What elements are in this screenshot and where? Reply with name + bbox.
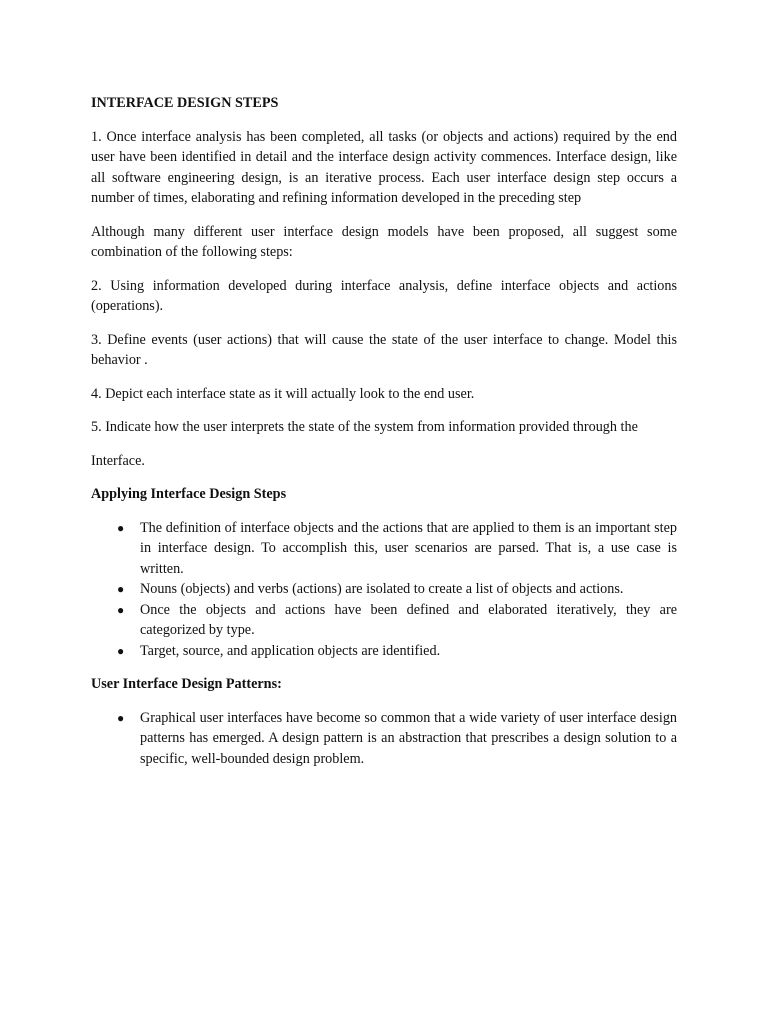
list-item-text: Once the objects and actions have been defined and elaborated iteratively, they are categorized by type. [140, 601, 677, 638]
paragraph-step-2: 2. Using information developed during interface analysis, define interface objects and actions (operations). [91, 277, 677, 314]
list-item-text: Nouns (objects) and verbs (actions) are isolated to create a list of objects and actions. [140, 581, 624, 597]
list-item-text: The definition of interface objects and the actions that are applied to them is an important step in interface design. To accomplish this, user scenarios are parsed. That is, a use case is written. [140, 519, 677, 577]
section-heading-applying-steps: Applying Interface Design Steps [91, 486, 287, 502]
document-title: INTERFACE DESIGN STEPS [91, 95, 279, 111]
paragraph-step-4: 4. Depict each interface state as it will actually look to the end user. [91, 385, 475, 402]
list-item [91, 518, 677, 580]
list-item [91, 641, 677, 662]
bullet-list-design-patterns [91, 708, 677, 770]
bullet-icon: ● [117, 602, 125, 617]
list-item [91, 708, 677, 770]
bullet-icon: ● [117, 710, 125, 725]
bullet-icon: ● [117, 643, 125, 658]
paragraph-intro: Although many different user interface design models have been proposed, all suggest some combination of the following steps: [91, 223, 677, 260]
bullet-icon: ● [117, 520, 125, 535]
bullet-list-applying-steps [91, 518, 677, 662]
list-item-text: Target, source, and application objects are identified. [140, 642, 441, 659]
bullet-icon: ● [117, 582, 125, 596]
paragraph-step-3: 3. Define events (user actions) that will cause the state of the user interface to change. Model this behavior . [91, 331, 677, 368]
document-body [91, 93, 677, 782]
paragraph-step-1: 1. Once interface analysis has been completed, all tasks (or objects and actions) required by the end user have been identified in detail and the interface design activity commences. Interface design, like all software engineering design, is an iterative process. Each user interface design step occurs a number of times, elaborating and refining information developed in the preceding step [91, 128, 677, 206]
list-item [91, 600, 677, 641]
paragraph-step-5: 5. Indicate how the user interprets the state of the system from information provided through the [91, 419, 638, 435]
section-heading-design-patterns: User Interface Design Patterns: [91, 676, 282, 692]
list-item [91, 579, 677, 600]
list-item-text: Graphical user interfaces have become so common that a wide variety of user interface design patterns has emerged. A design pattern is an abstraction that prescribes a design solution to a specific, well-bounded design problem. [140, 709, 677, 767]
paragraph-step-5-continued: Interface. [91, 452, 145, 469]
